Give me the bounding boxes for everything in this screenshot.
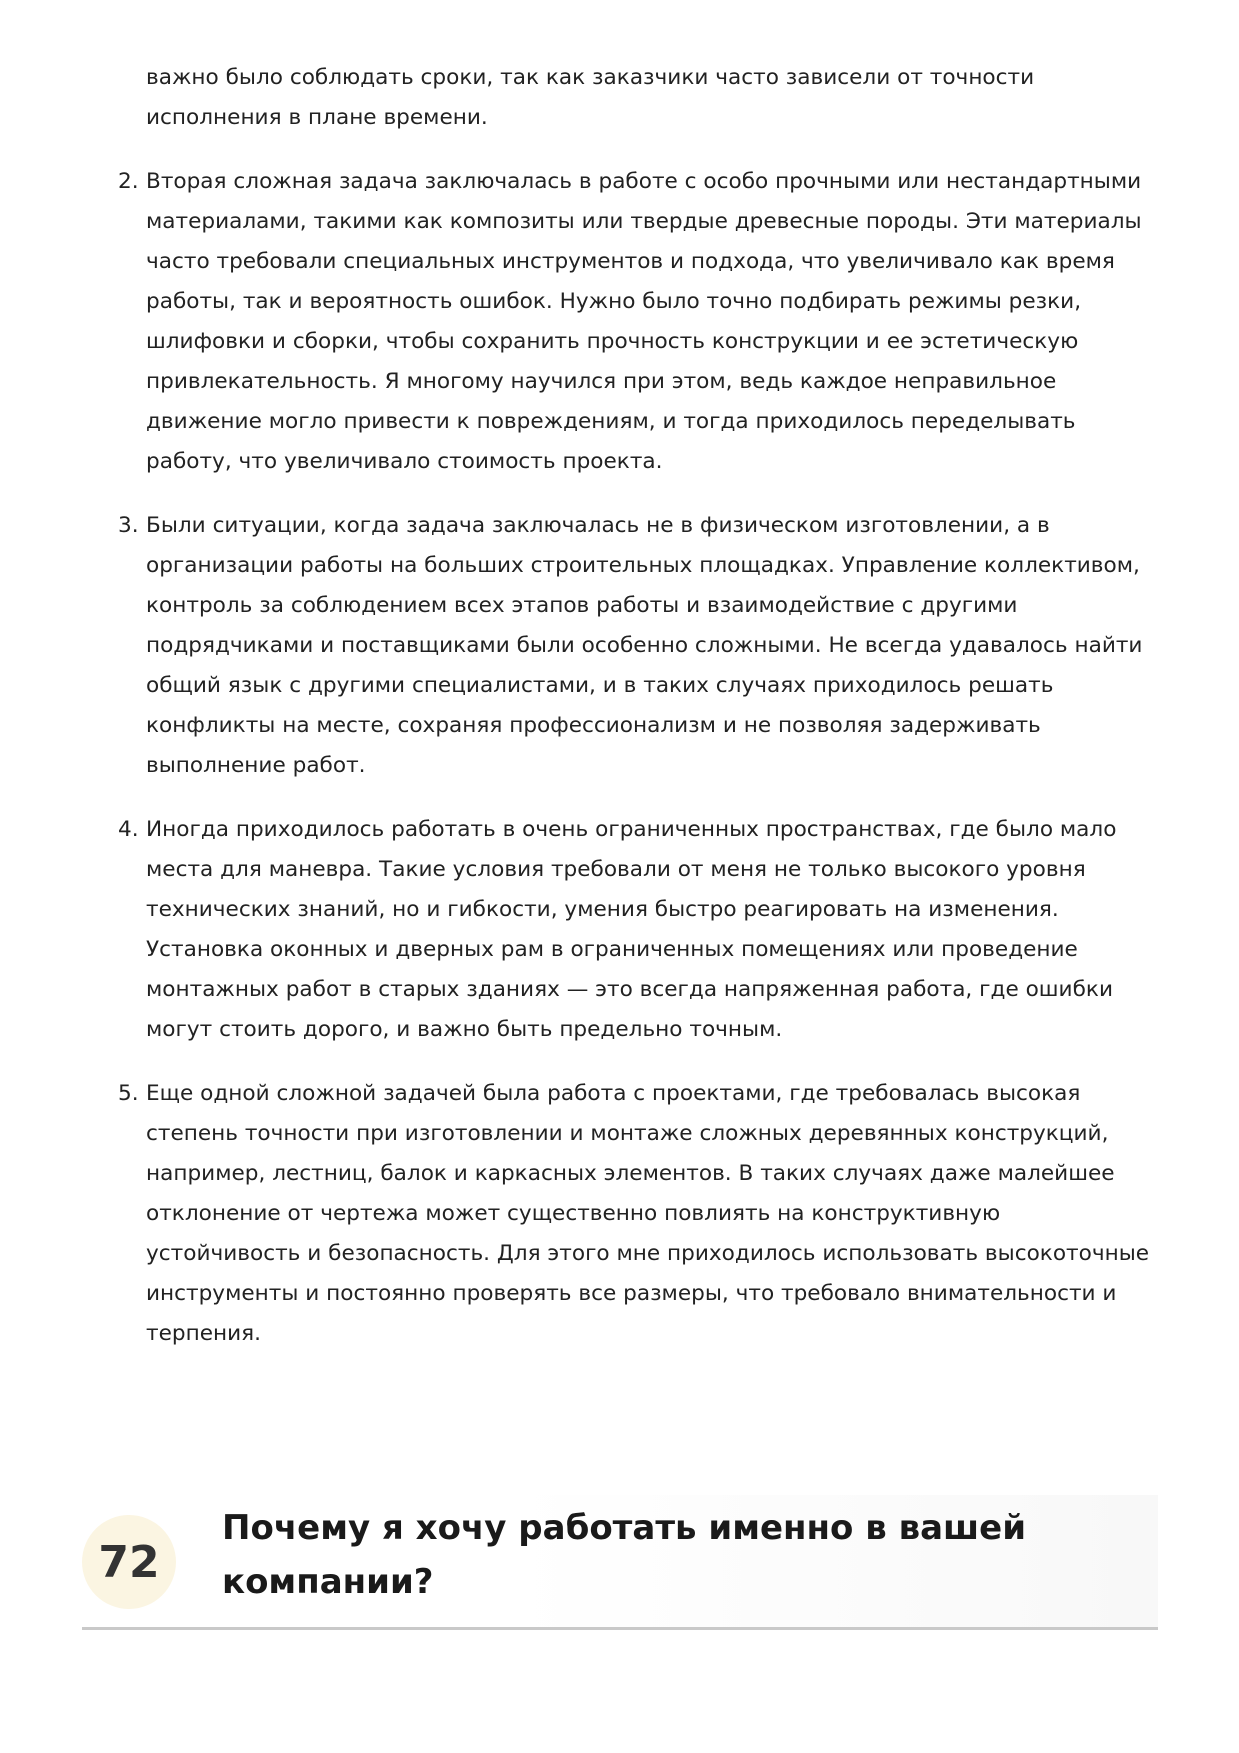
- list-item-number: 4.: [118, 817, 139, 842]
- list-item-text: Еще одной сложной задачей была работа с проектами, где требовалась высокая степень точности при изготовлении и монтаже сложных деревянных конструкций, например, лестниц, балок и каркасных элементов. В таких случаях даже малейшее отклонение от чертежа может существенно повлиять на конструктивную устойчивость и безопасность. Для этого мне приходилось использовать высокоточные инструменты и постоянно проверять все размеры, что требовало внимательности и терпения.: [146, 1081, 1150, 1346]
- list-item-number: 3.: [118, 513, 139, 538]
- list-item-text: Были ситуации, когда задача заключалась не в физическом изготовлении, а в организации работы на больших строительных площадках. Управление коллективом, контроль за соблюдением всех этапов работы и взаимодействие с другими подрядчиками и поставщиками были особенно сложными. Не всегда удавалось найти общий язык с другими специалистами, и в таких случаях приходилось решать конфликты на месте, сохраняя профессионализм и не позволяя задерживать выполнение работ.: [146, 513, 1143, 778]
- list-item-number: 5.: [118, 1081, 139, 1106]
- list-item-number: 2.: [118, 169, 139, 194]
- list-item-text: Вторая сложная задача заключалась в работе с особо прочными или нестандартными материалами, такими как композиты или твердые древесные породы. Эти материалы часто требовали специальных инструментов и подхода, что увеличивало как время работы, так и вероятность ошибок. Нужно было точно подбирать режимы резки, шлифовки и сборки, чтобы сохранить прочность конструкции и ее эстетическую привлекательность. Я многому научился при этом, ведь каждое неправильное движение могло привести к повреждениям, и тогда приходилось переделывать работу, что увеличивало стоимость проекта.: [146, 169, 1142, 474]
- list-item: [118, 1074, 1156, 1354]
- list-item: [118, 810, 1156, 1050]
- section-header: [82, 1495, 1158, 1630]
- section-number-badge: 72: [82, 1515, 176, 1609]
- answer-body: [118, 58, 1156, 1378]
- continuation-paragraph: важно было соблюдать сроки, так как заказчики часто зависели от точности исполнения в плане времени.: [146, 65, 1035, 130]
- list-item-text: Иногда приходилось работать в очень ограниченных пространствах, где было мало места для маневра. Такие условия требовали от меня не только высокого уровня технических знаний, но и гибкости, умения быстро реагировать на изменения. Установка оконных и дверных рам в ограниченных помещениях или проведение монтажных работ в старых зданиях — это всегда напряженная работа, где ошибки могут стоить дорого, и важно быть предельно точным.: [146, 817, 1117, 1042]
- list-item: [118, 162, 1156, 482]
- section-title: Почему я хочу работать именно в вашей компании?: [222, 1508, 1027, 1602]
- list-item: [118, 506, 1156, 786]
